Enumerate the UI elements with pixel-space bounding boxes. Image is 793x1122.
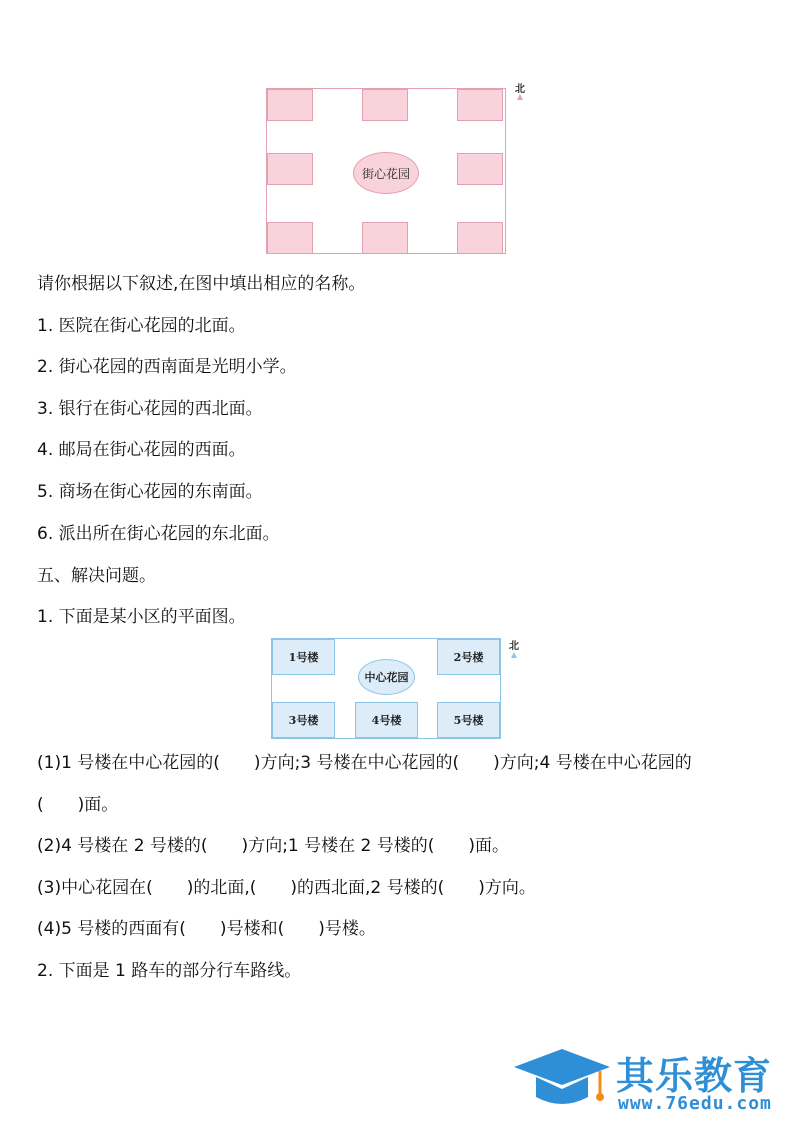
- statement-1: 1. 医院在街心花园的北面。: [37, 316, 246, 336]
- brand-logo: [512, 1045, 787, 1117]
- map1-blank-box-sw[interactable]: [267, 222, 313, 254]
- map-street-garden: [266, 88, 506, 254]
- statement-6: 6. 派出所在街心花园的东北面。: [37, 524, 280, 544]
- brand-name: 其乐教育: [616, 1054, 773, 1098]
- building-4: 4号楼: [355, 702, 418, 738]
- statement-3: 3. 银行在街心花园的西北面。: [37, 399, 263, 419]
- map1-blank-box-ne[interactable]: [457, 89, 503, 121]
- central-garden-label: 中心花园: [358, 659, 415, 695]
- map1-blank-box-s[interactable]: [362, 222, 408, 254]
- brand-url[interactable]: www.76edu.com: [618, 1093, 772, 1114]
- building-2: 2号楼: [437, 639, 500, 675]
- graduation-cap-icon: [512, 1045, 612, 1117]
- statement-2: 2. 街心花园的西南面是光明小学。: [37, 357, 297, 377]
- statement-4: 4. 邮局在街心花园的西面。: [37, 440, 246, 460]
- building-3: 3号楼: [272, 702, 335, 738]
- statement-5: 5. 商场在街心花园的东南面。: [37, 482, 263, 502]
- map2-north-label: 北: [509, 641, 519, 652]
- map-community-plan: [271, 638, 501, 739]
- q1-part-4: (4)5 号楼的西面有( )号楼和( )号楼。: [37, 919, 376, 939]
- street-garden-label: 街心花园: [353, 152, 419, 194]
- q1-part-2: (2)4 号楼在 2 号楼的( )方向;1 号楼在 2 号楼的( )面。: [37, 836, 510, 856]
- building-5: 5号楼: [437, 702, 500, 738]
- map1-blank-box-n[interactable]: [362, 89, 408, 121]
- map2-north-arrow-icon: [511, 652, 517, 658]
- building-1: 1号楼: [272, 639, 335, 675]
- map1-north-label: 北: [515, 84, 525, 95]
- question-1-title: 1. 下面是某小区的平面图。: [37, 607, 246, 627]
- intro-instruction: 请你根据以下叙述,在图中填出相应的名称。: [37, 274, 366, 294]
- map1-blank-box-e[interactable]: [457, 153, 503, 185]
- map1-blank-box-se[interactable]: [457, 222, 503, 254]
- q1-part-3: (3)中心花园在( )的北面,( )的西北面,2 号楼的( )方向。: [37, 878, 536, 898]
- q1-part-1: (1)1 号楼在中心花园的( )方向;3 号楼在中心花园的( )方向;4 号楼在中心花园的: [37, 753, 692, 773]
- section-title: 五、解决问题。: [37, 566, 156, 586]
- question-2-title: 2. 下面是 1 路车的部分行车路线。: [37, 961, 302, 981]
- map1-blank-box-w[interactable]: [267, 153, 313, 185]
- q1-part-1-cont: ( )面。: [37, 795, 119, 815]
- map1-blank-box-nw[interactable]: [267, 89, 313, 121]
- map1-north-arrow-icon: [517, 94, 523, 100]
